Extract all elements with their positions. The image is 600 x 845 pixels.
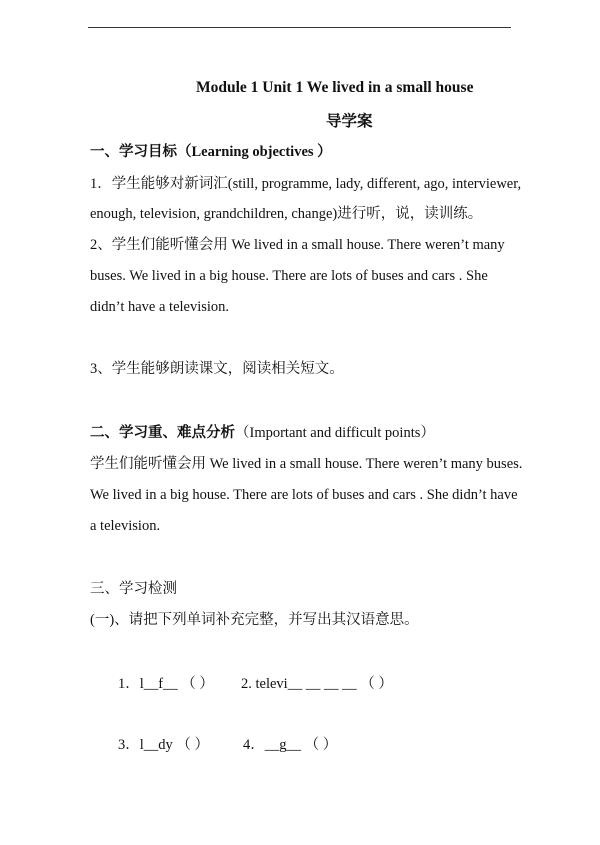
section2-heading (90, 423, 435, 443)
section1-heading: 一、学习目标（Learning objectives ） (90, 144, 332, 160)
section1-item3: 3、学生能够朗读课文，阅读相关短文。 (90, 361, 344, 377)
section1-item2-line2: buses. We lived in a big house. There are lots of buses and cars . She (90, 268, 488, 284)
section2-heading-rest: （Important and difficult points） (235, 425, 435, 441)
section2-line2: We lived in a big house. There are lots of buses and cars . She didn’t have (90, 487, 518, 503)
section1-item1-line1: 1．学生能够对新词汇(still, programme, lady, different, ago, interviewer, (90, 176, 522, 192)
section3-heading: 三、学习检测 (90, 581, 177, 597)
section2-line1: 学生们能听懂会用 We lived in a small house. There weren’t many buses. (90, 456, 523, 472)
section2-heading-bold: 二、学习重、难点分析 (90, 425, 235, 441)
exercise-2: 2. televi__ __ __ __ （ ） (241, 676, 393, 692)
document-title: Module 1 Unit 1 We lived in a small house (196, 79, 474, 96)
section1-item2-line1: 2、学生们能听懂会用 We lived in a small house. There weren’t many (90, 237, 505, 253)
section1-item1-line2: enough, television, grandchildren, change)进行听，说，读训练。 (90, 206, 483, 222)
section2-line3: a television. (90, 518, 161, 534)
exercise-4: 4．__g__ （ ） (243, 737, 338, 753)
exercise-3: 3．l__dy （ ） (118, 737, 210, 753)
exercise-1: 1．l__f__ （ ） (118, 676, 214, 692)
section3-instruction: (一)、请把下列单词补充完整，并写出其汉语意思。 (90, 612, 419, 628)
section1-item2-line3: didn’t have a television. (90, 299, 230, 315)
document-subtitle: 导学案 (326, 113, 373, 130)
header-rule (88, 27, 511, 28)
